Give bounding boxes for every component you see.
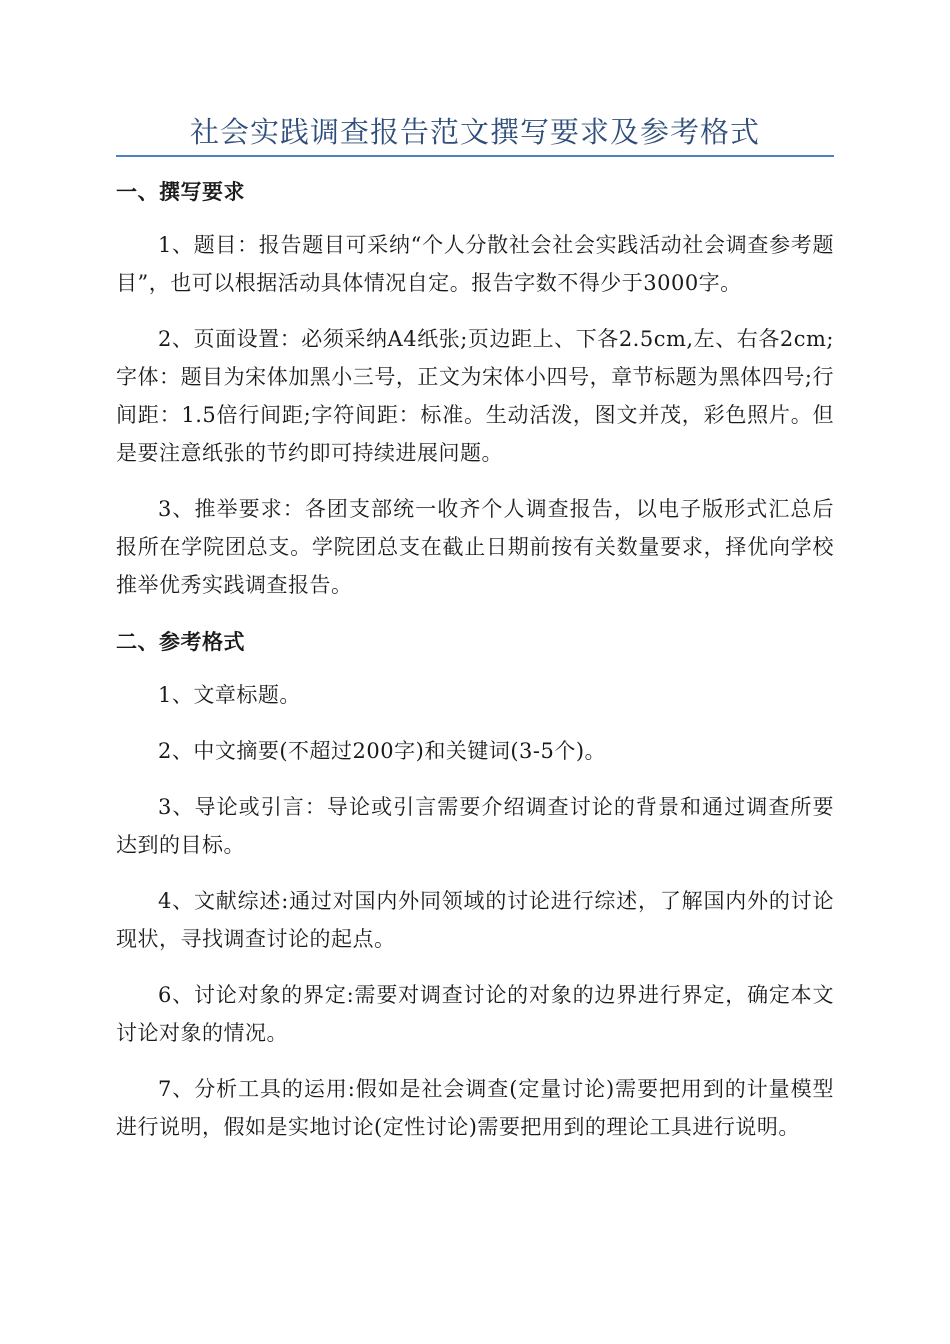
- paragraph: 1、文章标题。: [158, 683, 301, 707]
- paragraph: 4、文献综述:通过对国内外同领域的讨论进行综述，了解国内外的讨论现状，寻找调查讨论的起点。: [116, 889, 834, 951]
- section-reference-format: [116, 622, 834, 1146]
- paragraph: 6、讨论对象的界定:需要对调查讨论的对象的边界进行界定，确定本文讨论对象的情况。: [116, 983, 834, 1045]
- title-underline: [116, 155, 834, 157]
- document-title: 社会实践调查报告范文撰写要求及参考格式: [189, 115, 760, 149]
- section-heading: 一、撰写要求: [116, 180, 245, 204]
- document-body: [116, 172, 834, 1146]
- paragraph: 2、中文摘要(不超过200字)和关键词(3-5个)。: [158, 739, 607, 763]
- section-heading: 二、参考格式: [116, 630, 245, 654]
- paragraph: 2、页面设置：必须采纳A4纸张;页边距上、下各2.5cm,左、右各2cm;字体：题目为宋体加黑小三号，正文为宋体小四号，章节标题为黑体四号;行间距：1.5倍行间距;字符间距：标准。生动活泼，图文并茂，彩色照片。但是要注意纸张的节约即可持续进展问题。: [116, 327, 834, 465]
- paragraph: 3、推举要求：各团支部统一收齐个人调查报告，以电子版形式汇总后报所在学院团总支。学院团总支在截止日期前按有关数量要求，择优向学校推举优秀实践调查报告。: [116, 497, 834, 597]
- paragraph: 7、分析工具的运用:假如是社会调查(定量讨论)需要把用到的计量模型进行说明，假如是实地讨论(定性讨论)需要把用到的理论工具进行说明。: [116, 1077, 834, 1139]
- paragraph: 1、题目：报告题目可采纳“个人分散社会社会实践活动社会调查参考题目”，也可以根据活动具体情况自定。报告字数不得少于3000字。: [116, 233, 834, 295]
- paragraph: 3、导论或引言：导论或引言需要介绍调查讨论的背景和通过调查所要达到的目标。: [116, 795, 834, 857]
- section-requirements: [116, 172, 834, 604]
